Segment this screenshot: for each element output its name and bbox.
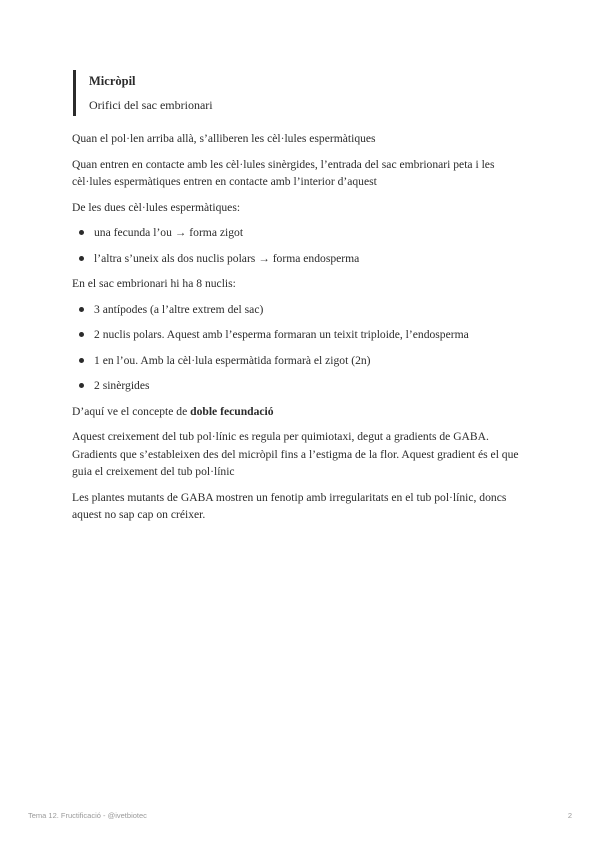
paragraph: De les dues cèl·lules espermàtiques: <box>72 200 241 214</box>
callout-block <box>73 70 532 116</box>
list-item <box>72 326 532 344</box>
list-item <box>72 352 532 370</box>
bullet-icon <box>79 358 84 363</box>
paragraph-text: D’aquí ve el concepte de <box>72 404 191 418</box>
paragraph: Les plantes mutants de GABA mostren un fenotip amb irregularitats en el tub pol·línic, doncs aquest no sap cap on créixer. <box>72 490 507 521</box>
paragraph-doble-fecundacio <box>72 403 532 421</box>
list-item-text: 2 nuclis polars. Aquest amb l’esperma formaran un teixit triploide, l’endosperma <box>94 328 469 341</box>
bullet-list-sperm-cells <box>72 224 532 267</box>
bullet-icon <box>79 307 84 312</box>
callout-subtitle: Orifici del sac embrionari <box>89 98 213 112</box>
list-item-text: 2 sinèrgides <box>94 379 150 392</box>
paragraph: Quan entren en contacte amb les cèl·lules sinèrgides, l’entrada del sac embrionari peta i les cèl·lules espermàtiques entren en contacte amb l’interior d’aquest <box>72 157 495 188</box>
list-item <box>72 301 532 319</box>
bold-term: doble fecundació <box>190 404 274 418</box>
paragraph: Quan el pol·len arriba allà, s’alliberen les cèl·lules espermàtiques <box>72 132 376 145</box>
list-item <box>72 377 532 395</box>
bullet-icon <box>79 230 84 235</box>
list-item <box>72 250 532 268</box>
list-item-text: 3 antípodes (a l’altre extrem del sac) <box>94 302 264 316</box>
paragraph: En el sac embrionari hi ha 8 nuclis: <box>72 277 236 290</box>
bullet-icon <box>79 256 84 261</box>
page-number: 2 <box>567 811 572 820</box>
list-item-text: l’altra s’uneix als dos nuclis polars → forma endosperma <box>94 251 360 265</box>
footer-title: Tema 12. Fructificació - @ivetbiotec <box>28 811 147 820</box>
list-item-text: 1 en l’ou. Amb la cèl·lula espermàtida formarà el zigot (2n) <box>94 353 371 367</box>
paragraph: Aquest creixement del tub pol·línic es regula per quimiotaxi, degut a gradients de GABA. Gradients que s’estableixen des del micròpil fins a l’estigma de la flor. Aquest gradient és el que guia el creixement del tub pol·línic <box>72 430 519 478</box>
list-item <box>72 224 532 242</box>
callout-title: Micròpil <box>89 74 136 88</box>
bullet-icon <box>79 332 84 337</box>
bullet-icon <box>79 383 84 388</box>
bullet-list-nuclei <box>72 301 532 395</box>
page-content <box>72 70 532 532</box>
list-item-text: una fecunda l’ou → forma zigot <box>94 226 244 239</box>
